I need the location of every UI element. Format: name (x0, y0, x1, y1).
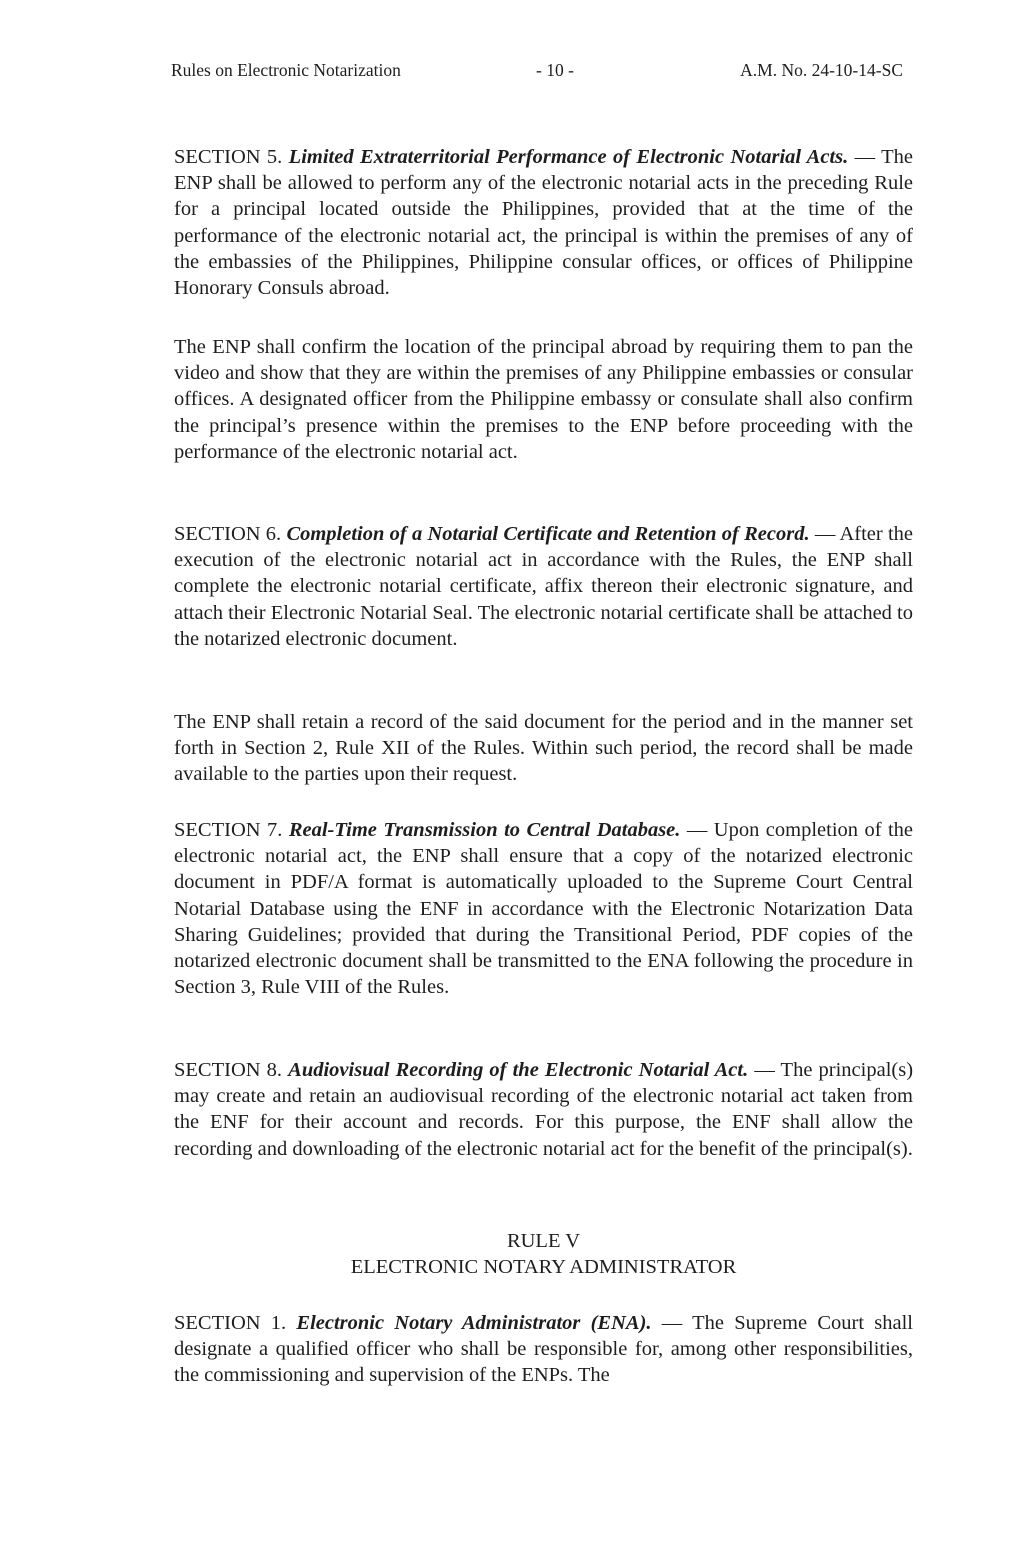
section-body: — Upon completion of the electronic notarial act, the ENP shall ensure that a copy of the notarized electronic document in PDF/A format is automatically uploaded to the Supreme Court Central Notarial Database using the ENF in accordance with the Electronic Notarization Data Sharing Guidelines; provided that during the Transitional Period, PDF copies of the notarized electronic document shall be transmitted to the ENA following the procedure in Section 3, Rule VIII of the Rules. (174, 819, 914, 999)
document-title: Rules on Electronic Notarization (171, 60, 401, 80)
section-6-paragraph (174, 521, 913, 652)
section-7-paragraph (174, 817, 913, 1000)
section-body: — The ENP shall be allowed to perform any of the electronic notarial acts in the preceding Rule for a principal located outside the Philippines, provided that at the time of the performance of the electronic notarial act, the principal is within the premises of any of the embassies of the Philippines, Philippine consular offices, or offices of Philippine Honorary Consuls abroad. (174, 146, 914, 300)
paragraph-body: The ENP shall confirm the location of the principal abroad by requiring them to pan the video and show that they are within the premises of any Philippine embassies or consular offices. A designated officer from the Philippine embassy or consulate shall also confirm the principal’s presence within the premises to the ENP before proceeding with the performance of the electronic notarial act. (174, 336, 913, 463)
section-label: SECTION 7. (174, 819, 283, 841)
section-title: Limited Extraterritorial Performance of Electronic Notarial Acts. (288, 146, 849, 168)
rule-number: RULE V (506, 1230, 581, 1252)
section-label: SECTION 5. (174, 146, 283, 168)
section-body: — The principal(s) may create and retain an audiovisual recording of the electronic notarial act taken from the ENF for their account and records. For this purpose, the ENF shall allow the recording and downloading of the electronic notarial act for the benefit of the principal(s). (174, 1059, 914, 1160)
page-number: - 10 - (536, 60, 574, 80)
section-title: Completion of a Notarial Certificate and Retention of Record. (286, 523, 810, 545)
rule-v-section-1-paragraph (174, 1310, 913, 1389)
section-label: SECTION 1. (174, 1312, 287, 1334)
section-body: — After the execution of the electronic notarial act in accordance with the Rules, the ENP shall complete the electronic notarial certificate, affix thereon their electronic signature, and attach their Electronic Notarial Seal. The electronic notarial certificate shall be attached to the notarized electronic document. (174, 523, 914, 650)
section-title: Electronic Notary Administrator (ENA). (296, 1312, 652, 1334)
section-5-paragraph (174, 144, 913, 301)
paragraph-body: The ENP shall retain a record of the said document for the period and in the manner set forth in Section 2, Rule XII of the Rules. Within such period, the record shall be made available to the parties upon their request. (174, 711, 913, 786)
section-8-paragraph (174, 1057, 913, 1162)
section-title: Real-Time Transmission to Central Database. (288, 819, 681, 841)
section-body: — The Supreme Court shall designate a qualified officer who shall be responsible for, among other responsibilities, the commissioning and supervision of the ENPs. The (174, 1312, 913, 1387)
case-number: A.M. No. 24-10-14-SC (740, 60, 903, 80)
section-label: SECTION 8. (174, 1059, 283, 1081)
section-6-paragraph-2 (174, 709, 913, 788)
section-title: Audiovisual Recording of the Electronic Notarial Act. (288, 1059, 749, 1081)
section-5-paragraph-2 (174, 334, 913, 465)
rule-title: ELECTRONIC NOTARY ADMINISTRATOR (350, 1256, 737, 1278)
section-label: SECTION 6. (174, 523, 282, 545)
page-header (171, 60, 903, 88)
